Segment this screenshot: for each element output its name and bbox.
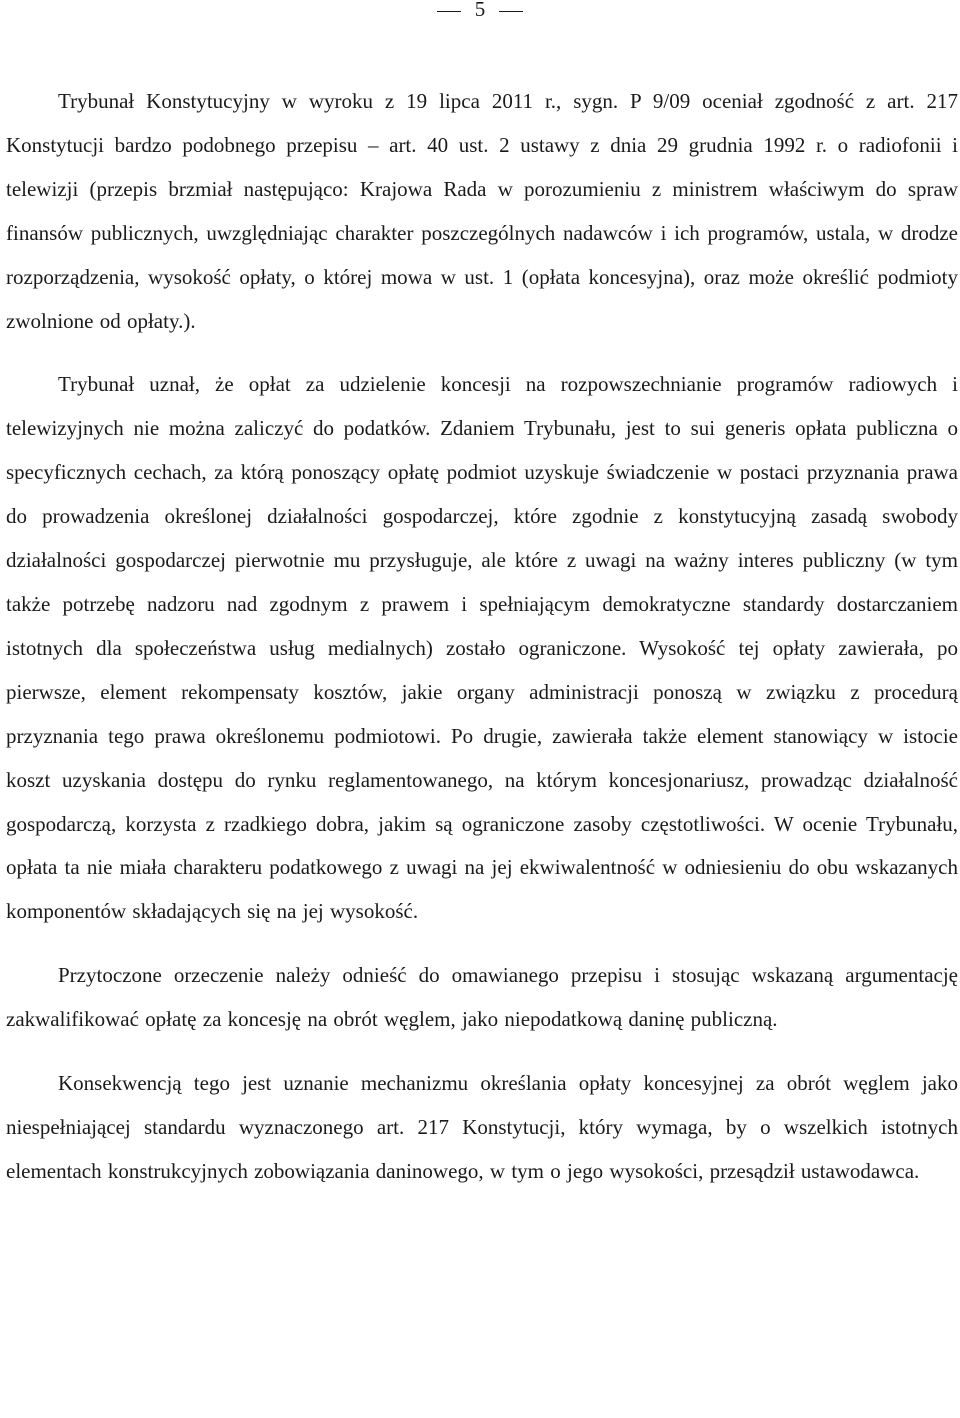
paragraph-application: Przytoczone orzeczenie należy odnieść do omawianego przepisu i stosując wskazaną argumentację zakwalifikować opłatę za koncesję na obrót węglem, jako niepodatkową daninę publiczną. [6,963,958,1032]
paragraph-tribunal-reasoning: Trybunał uznał, że opłat za udzielenie koncesji na rozpowszechnianie programów radiowych i telewizyjnych nie można zaliczyć do podatków. Zdaniem Trybunału, jest to sui generis opłata publiczna o specyficznych cechach, za którą ponoszący opłatę podmiot uzyskuje świadczenie w postaci przyznania prawa do prowadzenia określonej działalności gospodarczej, które zgodnie z konstytucyjną zasadą swobody działalności gospodarczej pierwotnie mu przysługuje, ale które z uwagi na ważny interes publiczny (w tym także potrzebę nadzoru nad zgodnym z prawem i spełniającym demokratyczne standardy dostarczaniem istotnych dla społeczeństwa usług medialnych) zostało ograniczone. Wysokość tej opłaty zawierała, po pierwsze, element rekompensaty kosztów, jakie organy administracji ponoszą w związku z procedurą przyznania tego prawa określonemu podmiotowi. Po drugie, zawierała także element stanowiący w istocie koszt uzyskania dostępu do rynku reglamentowanego, na którym koncesjonariusz, prowadząc działalność gospodarczą, korzysta z rzadkiego dobra, jakim są ograniczone zasoby częstotliwości. W ocenie Trybunału, opłata ta nie miała charakteru podatkowego z uwagi na jej ekwiwalentność w odniesieniu do obu wskazanych komponentów składających się na jej wysokość. [6,372,958,924]
page-number-value: 5 [474,0,486,21]
document-body [6,80,958,1214]
page-number-dash-left [437,11,461,12]
page-number-dash-right [499,11,523,12]
page-number [0,0,960,24]
paragraph-tk-ruling: Trybunał Konstytucyjny w wyroku z 19 lipca 2011 r., sygn. P 9/09 oceniał zgodność z art. 217 Konstytucji bardzo podobnego przepisu – art. 40 ust. 2 ustawy z dnia 29 grudnia 1992 r. o radiofonii i telewizji (przepis brzmiał następująco: Krajowa Rada w porozumieniu z ministrem właściwym do spraw finansów publicznych, uwzględniając charakter poszczególnych nadawców i ich programów, ustala, w drodze rozporządzenia, wysokość opłaty, o której mowa w ust. 1 (opłata koncesyjna), oraz może określić podmioty zwolnione od opłaty.). [6,89,958,333]
paragraph-conclusion: Konsekwencją tego jest uznanie mechanizmu określania opłaty koncesyjnej za obrót węglem jako niespełniającej standardu wyznaczonego art. 217 Konstytucji, który wymaga, by o wszelkich istotnych elementach konstrukcyjnych zobowiązania daninowego, w tym o jego wysokości, przesądził ustawodawca. [6,1071,958,1183]
